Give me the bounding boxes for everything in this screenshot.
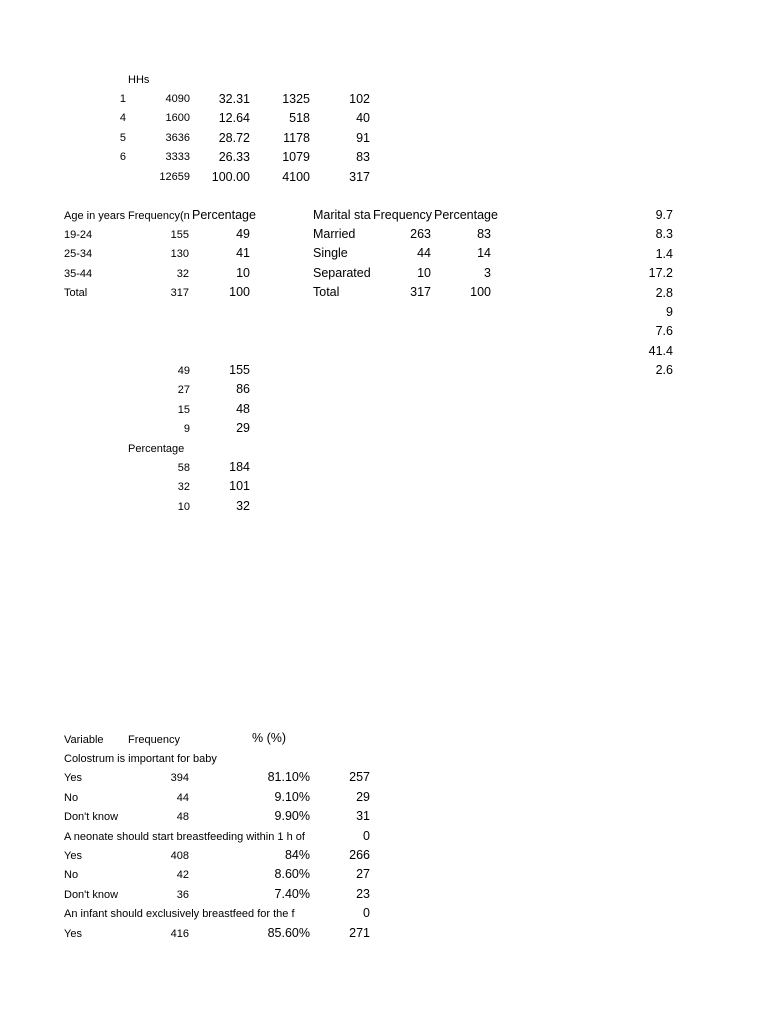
knowledge-row-label: Don't know bbox=[64, 888, 119, 901]
hh-cell-c: 28.72 bbox=[218, 130, 250, 145]
marital-row-frequency: 263 bbox=[410, 227, 431, 241]
marital-row-percentage: 14 bbox=[477, 246, 491, 261]
mid2-cell-a: 10 bbox=[177, 500, 190, 513]
age-header-label: Age in years bbox=[64, 210, 126, 222]
marital-row-label: Married bbox=[313, 227, 356, 241]
right-value: 9 bbox=[666, 305, 673, 319]
mid1-cell-b: 155 bbox=[229, 363, 250, 377]
age-row-percentage: 10 bbox=[236, 265, 250, 280]
knowledge-row-label: Don't know bbox=[64, 811, 119, 824]
age-row-percentage: 41 bbox=[236, 246, 250, 261]
mid2-cell-b: 101 bbox=[229, 479, 250, 494]
mid1-cell-a: 49 bbox=[177, 365, 190, 377]
marital-row-frequency: 10 bbox=[417, 265, 431, 280]
knowledge-row-count: 27 bbox=[356, 867, 370, 882]
knowledge-row-count: 266 bbox=[349, 848, 370, 862]
knowledge-row-count: 257 bbox=[349, 770, 370, 785]
age-row-label: Total bbox=[64, 287, 88, 300]
age-row-label: 25-34 bbox=[64, 248, 93, 261]
knowledge-row-label: Yes bbox=[64, 850, 82, 862]
hh-cell-e: 102 bbox=[349, 92, 370, 106]
knowledge-row-frequency: 48 bbox=[176, 811, 189, 824]
hh-cell-d: 1079 bbox=[282, 150, 310, 165]
hh-cell-a: 1 bbox=[119, 93, 126, 105]
knowledge-row-count: 0 bbox=[363, 828, 370, 843]
hh-cell-e: 83 bbox=[356, 150, 370, 165]
hh-cell-b: 1600 bbox=[165, 112, 190, 125]
knowledge-row-frequency: 408 bbox=[170, 850, 189, 862]
knowledge-row-count: 0 bbox=[363, 906, 370, 921]
knowledge-row-count: 31 bbox=[356, 809, 370, 824]
knowledge-row-frequency: 416 bbox=[170, 927, 189, 940]
hh-cell-d: 1325 bbox=[282, 92, 310, 106]
marital-row-frequency: 44 bbox=[417, 246, 431, 261]
right-value: 17.2 bbox=[648, 266, 673, 281]
knowledge-question: Colostrum is important for baby bbox=[64, 753, 217, 765]
mid1-cell-b: 86 bbox=[236, 382, 250, 397]
age-row-percentage: 49 bbox=[236, 227, 250, 241]
hh-cell-b: 3636 bbox=[165, 131, 190, 144]
age-row-frequency: 317 bbox=[170, 287, 189, 300]
knowledge-row-count: 271 bbox=[349, 925, 370, 940]
hh-cell-b: 4090 bbox=[165, 93, 190, 105]
knowledge-row-percent: 9.10% bbox=[274, 789, 310, 804]
hh-cell-d: 1178 bbox=[283, 130, 310, 145]
hh-cell-c: 26.33 bbox=[218, 150, 250, 165]
knowledge-row-frequency: 42 bbox=[176, 869, 189, 882]
mid1-cell-a: 15 bbox=[177, 403, 190, 416]
knowledge-header-frequency: Frequency bbox=[128, 734, 180, 746]
hh-cell-a bbox=[100, 167, 126, 187]
right-value: 8.3 bbox=[655, 227, 673, 242]
knowledge-header-variable: Variable bbox=[64, 734, 104, 746]
age-row-frequency: 155 bbox=[170, 229, 189, 241]
marital-row-label: Single bbox=[313, 246, 348, 261]
hh-cell-d: 518 bbox=[289, 111, 310, 126]
mid2-cell-a: 58 bbox=[177, 462, 190, 474]
knowledge-row-count: 29 bbox=[356, 789, 370, 804]
hh-cell-c: 12.64 bbox=[218, 111, 250, 126]
knowledge-row-percent: 84% bbox=[284, 848, 310, 862]
right-value: 2.8 bbox=[655, 285, 673, 300]
right-value: 9.7 bbox=[655, 208, 673, 222]
hh-cell-b: 3333 bbox=[165, 151, 190, 164]
knowledge-row-label: No bbox=[64, 791, 79, 804]
mid2-cell-b: 184 bbox=[229, 460, 250, 474]
mid-percentage-label: Percentage bbox=[128, 443, 185, 455]
age-row-frequency: 130 bbox=[170, 248, 189, 261]
mid1-cell-b: 29 bbox=[236, 421, 250, 436]
knowledge-row-percent: 8.60% bbox=[274, 867, 310, 882]
mid1-cell-a: 27 bbox=[177, 384, 190, 397]
marital-row-percentage: 3 bbox=[484, 265, 491, 280]
hh-header: HHs bbox=[128, 74, 150, 86]
mid2-cell-b: 32 bbox=[236, 498, 250, 513]
age-header-frequency: Frequency(n bbox=[128, 210, 190, 222]
hh-cell-e: 317 bbox=[349, 169, 370, 184]
hh-cell-d: 4100 bbox=[282, 169, 310, 184]
knowledge-row-frequency: 44 bbox=[176, 791, 189, 804]
age-row-percentage: 100 bbox=[229, 285, 250, 300]
marital-row-percentage: 83 bbox=[477, 227, 491, 241]
knowledge-question: A neonate should start breastfeeding within 1 h of bbox=[64, 830, 305, 843]
hh-cell-a: 4 bbox=[119, 112, 126, 125]
mid1-cell-b: 48 bbox=[236, 401, 250, 416]
knowledge-row-percent: 9.90% bbox=[274, 809, 310, 824]
right-value: 41.4 bbox=[648, 343, 673, 358]
marital-header-percentage: Percentage bbox=[434, 208, 498, 222]
hh-cell-b: 12659 bbox=[159, 170, 190, 183]
age-header-percentage: Percentage bbox=[192, 208, 256, 222]
hh-cell-e: 91 bbox=[356, 130, 370, 145]
knowledge-row-label: No bbox=[64, 869, 79, 882]
right-value: 2.6 bbox=[655, 363, 673, 378]
knowledge-row-count bbox=[320, 748, 370, 768]
marital-row-percentage: 100 bbox=[470, 285, 491, 300]
age-row-frequency: 32 bbox=[176, 267, 189, 280]
mid2-cell-a: 32 bbox=[177, 481, 190, 494]
knowledge-row-label: Yes bbox=[64, 927, 82, 940]
knowledge-row-count: 23 bbox=[356, 886, 370, 901]
hh-cell-a: 5 bbox=[119, 131, 126, 144]
knowledge-row-frequency: 394 bbox=[170, 772, 189, 785]
knowledge-row-percent: 81.10% bbox=[267, 770, 310, 785]
marital-row-label: Separated bbox=[313, 265, 371, 280]
hh-cell-c: 100.00 bbox=[211, 169, 250, 184]
marital-header-frequency: Frequency bbox=[373, 208, 433, 222]
age-row-label: 35-44 bbox=[64, 267, 93, 280]
knowledge-row-frequency: 36 bbox=[176, 888, 189, 901]
right-value: 7.6 bbox=[655, 324, 673, 339]
age-row-label: 19-24 bbox=[64, 229, 93, 241]
marital-row-label: Total bbox=[313, 285, 340, 300]
knowledge-row-percent: 85.60% bbox=[267, 925, 310, 940]
marital-row-frequency: 317 bbox=[410, 285, 431, 300]
hh-cell-e: 40 bbox=[356, 111, 370, 126]
knowledge-row-label: Yes bbox=[64, 772, 82, 785]
knowledge-question: An infant should exclusively breastfeed for the f bbox=[64, 908, 295, 921]
knowledge-header-percent: % (%) bbox=[252, 731, 287, 745]
right-value: 1.4 bbox=[655, 246, 673, 261]
mid1-cell-a: 9 bbox=[183, 423, 190, 436]
hh-cell-a: 6 bbox=[119, 151, 126, 164]
knowledge-row-percent: 7.40% bbox=[274, 886, 310, 901]
hh-cell-c: 32.31 bbox=[218, 92, 250, 106]
marital-header-label: Marital sta bbox=[313, 208, 371, 222]
